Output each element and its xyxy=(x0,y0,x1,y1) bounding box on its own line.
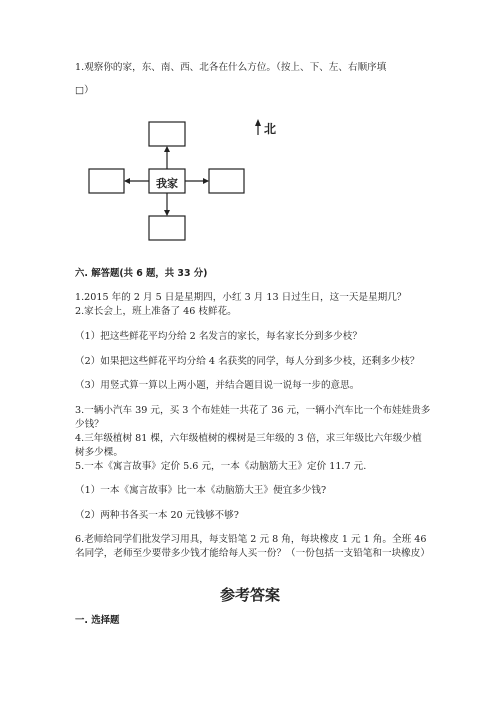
problem-2-part-3: （3）用竖式算一算以上两小题，并结合题目说一说每一步的意思。 xyxy=(75,380,360,391)
box-top xyxy=(149,122,185,146)
problem-5-part-2: （2）两种书各买一本 20 元钱够不够? xyxy=(75,510,239,521)
problem-5-part-1: （1）一本《寓言故事》比一本《动脑筋大王》便宜多少钱? xyxy=(75,485,327,496)
problem-6: 6.老师给同学们批发学习用具，每支铅笔 2 元 8 角，每块橡皮 1 元 1 角。全班 46 名同学，老师至少要带多少钱才能给每人买一份？（一份包括一支铅笔和一块橡皮） xyxy=(75,534,430,559)
problem-3: 3.一辆小汽车 39 元，买 3 个布娃娃一共花了 36 元，一辆小汽车比一个布娃娃贵多少钱？ xyxy=(75,405,431,430)
q1-text-line1: 1.观察你的家，东、南、西、北各在什么方位。（按上、下、左、右顺序填 xyxy=(75,62,387,73)
answers-title: 参考答案 xyxy=(219,586,280,604)
problem-2-part-1: （1）把这些鲜花平均分给 2 名发言的家长，每名家长分到多少枝？ xyxy=(75,331,362,342)
problem-1: 1.2015 年的 2 月 5 日是星期四，小红 3 月 13 日过生日，这一天是星期几？ xyxy=(75,292,407,303)
problem-4: 4.三年级植树 81 棵，六年级植树的棵树是三年级的 3 倍，求三年级比六年级少植树多少棵。 xyxy=(75,433,422,458)
box-right xyxy=(209,169,244,193)
problem-2-part-2: （2）如果把这些鲜花平均分给 4 名获奖的同学，每人分到多少枝，还剩多少枝？ xyxy=(75,356,420,367)
box-left xyxy=(89,169,124,193)
problem-5: 5.一本《寓言故事》定价 5.6 元，一本《动脑筋大王》定价 11.7 元. xyxy=(75,461,367,472)
problem-2: 2.家长会上，班上准备了 46 枝鲜花。 xyxy=(75,306,237,317)
box-bottom xyxy=(149,216,185,240)
answers-section1-heading: 一. 选择题 xyxy=(75,615,120,626)
q1-text-line2: □） xyxy=(75,85,94,96)
center-label: 我家 xyxy=(156,177,178,190)
north-label: 北 xyxy=(264,122,277,136)
section6-heading: 六. 解答题(共 6 题，共 33 分) xyxy=(75,268,208,279)
